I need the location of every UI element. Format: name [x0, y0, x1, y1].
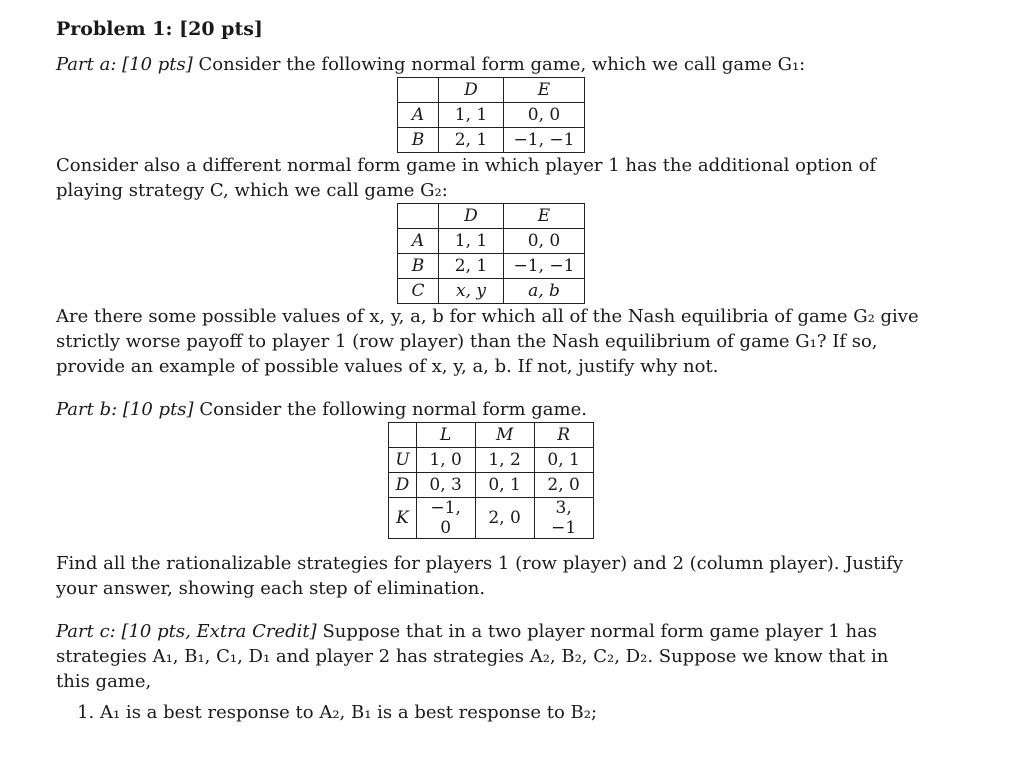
- table-row: [398, 229, 585, 254]
- spacer: [56, 379, 926, 397]
- game-3-table: [388, 422, 593, 539]
- table-row: [389, 473, 593, 498]
- list-item: 1. A₁ is a best response to A₂, B₁ is a best response to B₂;: [100, 700, 926, 725]
- game-g2-row-c-label: C: [398, 279, 439, 304]
- part-c-label: Part c: [10 pts, Extra Credit]: [56, 621, 317, 642]
- game-3-row-u-label: U: [389, 448, 416, 473]
- game-g2-header-row: [398, 204, 585, 229]
- table-cell: −1, 0: [416, 498, 475, 539]
- game-g2-table: [397, 203, 585, 304]
- problem-page: [56, 18, 926, 725]
- part-b-label: Part b: [10 pts]: [56, 399, 194, 420]
- part-a-label: Part a: [10 pts]: [56, 54, 193, 75]
- table-row: [398, 128, 585, 153]
- game-g1-col-d: D: [439, 78, 504, 103]
- part-a-intro: [56, 52, 926, 77]
- game-g2-row-b-label: B: [398, 254, 439, 279]
- table-corner: [398, 204, 439, 229]
- game-g1-row-b-label: B: [398, 128, 439, 153]
- part-a-question: Are there some possible values of x, y, a, b for which all of the Nash equilibria of game G₂ give strictly worse payoff to player 1 (row player) than the Nash equilibrium of game G₁? If so, provide an example of possible values of x, y, a, b. If not, justify why not.: [56, 306, 919, 377]
- table-row: [389, 498, 593, 539]
- game-g2-col-d: D: [439, 204, 504, 229]
- part-a-intro-text: Consider the following normal form game, which we call game G₁:: [198, 54, 806, 75]
- game-3-col-r: R: [534, 423, 593, 448]
- table-cell: 2, 1: [439, 128, 504, 153]
- table-cell: 0, 3: [416, 473, 475, 498]
- game-g1-table: [397, 77, 585, 153]
- table-cell: a, b: [504, 279, 585, 304]
- part-c-conditions-list: [56, 700, 926, 725]
- table-cell: 1, 2: [475, 448, 534, 473]
- spacer: [56, 601, 926, 619]
- game-g2-row-a-label: A: [398, 229, 439, 254]
- table-corner: [389, 423, 416, 448]
- table-cell: 1, 0: [416, 448, 475, 473]
- table-cell: 2, 0: [534, 473, 593, 498]
- game-3-col-m: M: [475, 423, 534, 448]
- table-cell: 0, 0: [504, 229, 585, 254]
- table-row: [398, 254, 585, 279]
- table-row: [398, 103, 585, 128]
- game-g1-header-row: [398, 78, 585, 103]
- game-3-row-k-label: K: [389, 498, 416, 539]
- table-cell: 2, 0: [475, 498, 534, 539]
- game-g1-row-a-label: A: [398, 103, 439, 128]
- game-3-header-row: [389, 423, 593, 448]
- part-b-intro-text: Consider the following normal form game.: [199, 399, 587, 420]
- part-c-intro: [56, 619, 926, 694]
- part-c-intro-text: Suppose that in a two player normal form game player 1 has strategies A₁, B₁, C₁, D₁ and player 2 has strategies A₂, B₂, C₂, D₂. Suppose we know that in this game,: [56, 621, 889, 692]
- table-cell: 0, 1: [534, 448, 593, 473]
- table-cell: 3, −1: [534, 498, 593, 539]
- spacer: [56, 539, 926, 551]
- table-corner: [398, 78, 439, 103]
- table-cell: 2, 1: [439, 254, 504, 279]
- table-cell: −1, −1: [504, 254, 585, 279]
- game-3-col-l: L: [416, 423, 475, 448]
- table-cell: 0, 1: [475, 473, 534, 498]
- table-row: [389, 448, 593, 473]
- part-b-intro: [56, 397, 926, 422]
- table-cell: −1, −1: [504, 128, 585, 153]
- part-b-question: Find all the rationalizable strategies for players 1 (row player) and 2 (column player). Justify your answer, showing each step of elimination.: [56, 553, 904, 599]
- game-3-row-d-label: D: [389, 473, 416, 498]
- game-g1-col-e: E: [504, 78, 585, 103]
- game-g2-col-e: E: [504, 204, 585, 229]
- table-cell: 1, 1: [439, 103, 504, 128]
- problem-title: Problem 1: [20 pts]: [56, 18, 263, 40]
- table-cell: 1, 1: [439, 229, 504, 254]
- table-cell: 0, 0: [504, 103, 585, 128]
- table-cell: x, y: [439, 279, 504, 304]
- part-a-middle-text: Consider also a different normal form game in which player 1 has the additional option of playing strategy C, which we call game G₂:: [56, 155, 877, 201]
- table-row: [398, 279, 585, 304]
